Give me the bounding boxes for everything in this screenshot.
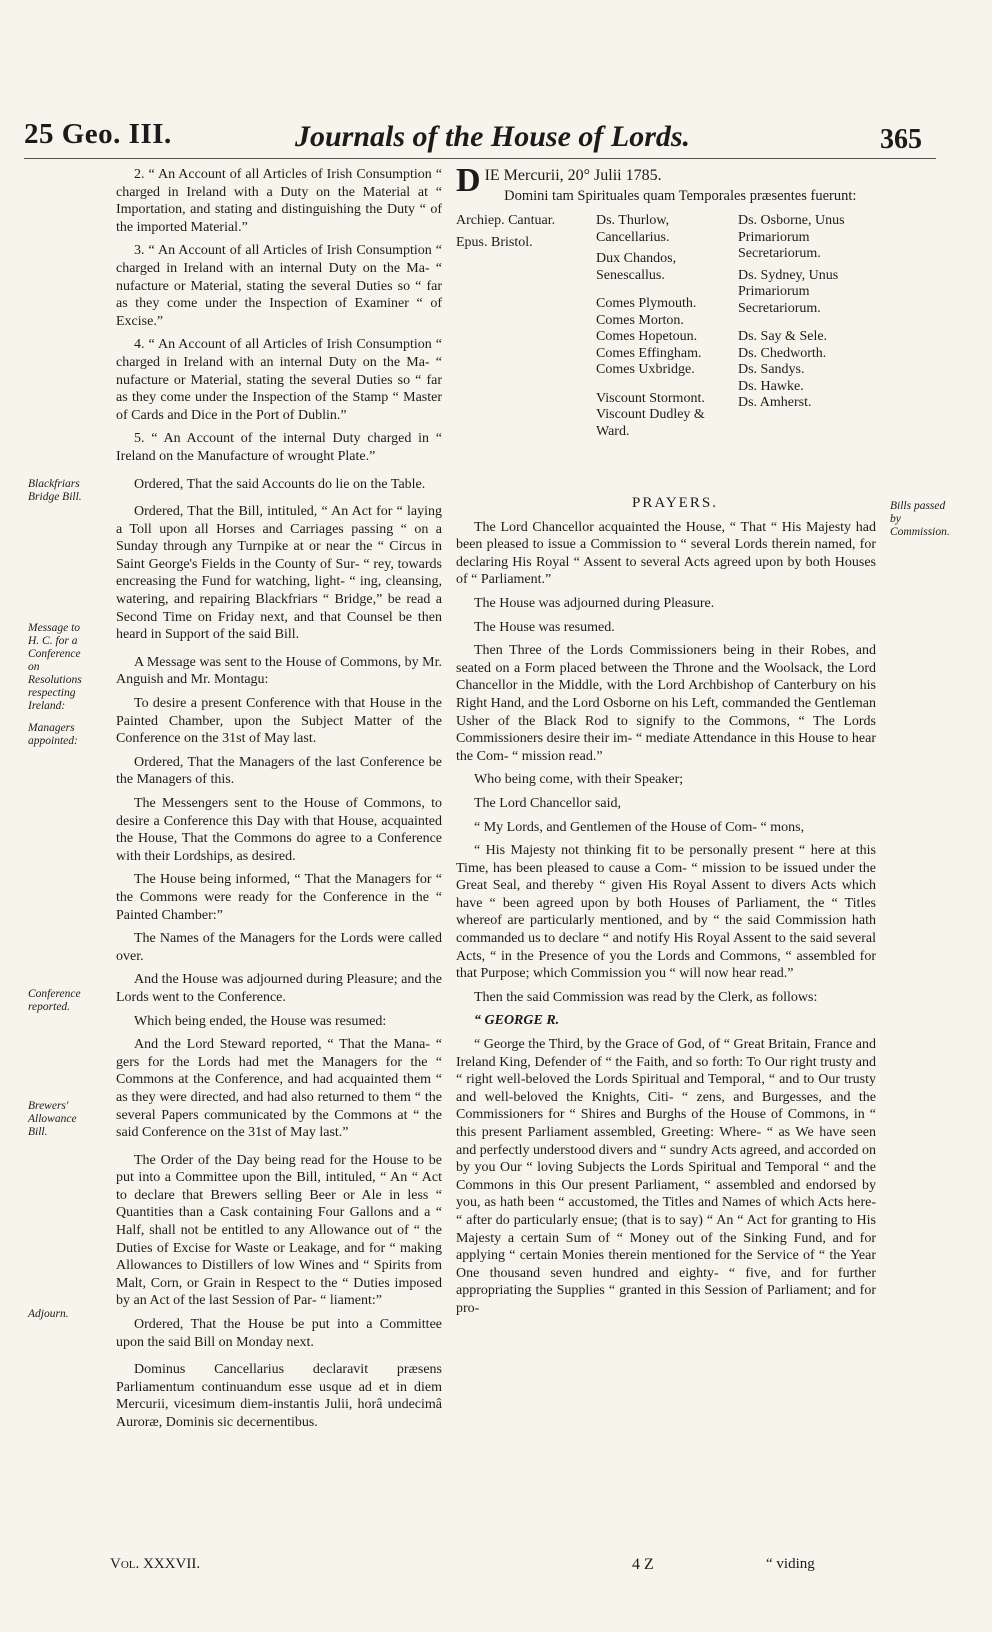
page-number: 365 bbox=[880, 124, 922, 155]
paragraph: “ My Lords, and Gentlemen of the House of Com‑ “ mons, bbox=[474, 819, 805, 835]
lords-present-heading: Domini tam Spirituales quam Temporales præsentes fuerunt: bbox=[504, 188, 857, 204]
date-text: IE Mercurii, 20° Julii 1785. bbox=[484, 167, 662, 184]
lord-name: Epus. Bristol. bbox=[456, 234, 533, 250]
paragraph: A Message was sent to the House of Commons, by Mr. Anguish and Mr. Montagu: bbox=[116, 654, 442, 688]
right-column bbox=[456, 162, 876, 1324]
paragraph: The House being informed, “ That the Managers for “ the Commons were ready for the Conference in the “ Painted Chamber:” bbox=[116, 872, 442, 923]
lord-name: Archiep. Cantuar. bbox=[456, 213, 556, 228]
lords-temporal-1 bbox=[596, 213, 736, 440]
paragraph: The Order of the Day being read for the House to be put into a Committee upon the Bill, intituled, “ An “ Act to declare that Brewers selling Beer or Ale in less “ Quantities than a Cask containing Four Gallons and a “ Half, shall not be entitled to any Allowance out of “ the Duties of Excise for Waste or Leakage, and for “ making Allowances to Distillers of low Wines and “ Spirits from Malt, Corn, or Grain in Respect to the “ Duties imposed by an Act of the last Session of Par‑ “ liament:” bbox=[116, 1152, 442, 1309]
journal-title: Journals of the House of Lords. bbox=[295, 120, 691, 153]
prayers-heading: PRAYERS. bbox=[632, 495, 718, 511]
paragraph: 3. “ An Account of all Articles of Irish Consumption “ charged in Ireland with an internal Duty on the Ma‑ “ nufacture or Material, stating the several Duties so “ far as they come under the Inspection of Examiner “ of Excise.” bbox=[116, 243, 442, 329]
lord-name: Comes Hopetoun. bbox=[596, 329, 698, 344]
paragraph: Which being ended, the House was resumed: bbox=[134, 1013, 387, 1029]
page-header bbox=[0, 118, 992, 162]
paragraph: Ordered, That the House be put into a Committee upon the said Bill on Monday next. bbox=[116, 1317, 442, 1350]
paragraph: Who being come, with their Speaker; bbox=[474, 772, 684, 788]
margin-note: Brewers' Allowance Bill. bbox=[28, 1100, 77, 1138]
lord-name: Ds. Sandys. bbox=[738, 362, 805, 377]
paragraph: The Messengers sent to the House of Commons, to desire a Conference this Day with that House, acquainted the House, That the Commons do agree to a Conference with their Lordships, as desired. bbox=[116, 796, 442, 864]
lords-temporal-2 bbox=[738, 213, 876, 412]
paragraph: Ordered, That the Bill, intituled, “ An Act for “ laying a Toll upon all Horses and Carriages passing “ on a Sunday through any Turnpike at or near the “ Circus in Saint George's Fields in the County of Sur‑ “ rey, towards encreasing the Fund for watching, light‑ “ ing, cleansing, watering, and repairing Blackfriars “ Bridge,” be read a Second Time on Friday next, and that Counsel be then heard in Support of the said Bill. bbox=[116, 504, 442, 643]
margin-note: Message to H. C. for a Conference on Resolutions respecting Ireland: bbox=[28, 622, 82, 712]
paragraph: And the Lord Steward reported, “ That the Mana‑ “ gers for the Lords had met the Managers for the “ Commons at the Conference, and had acquainted them “ as they were directed, and had also returned to them “ the several Papers communicated by the Commons at “ the said Conference on the 31st of May last.” bbox=[116, 1037, 442, 1141]
left-column bbox=[116, 166, 442, 1438]
lord-name: Ds. Say & Sele. bbox=[738, 329, 828, 344]
lord-name: Comes Morton. bbox=[596, 312, 684, 328]
paragraph: Then Three of the Lords Commissioners being in their Robes, and seated on a Form placed between the Throne and the Woolsack, the Lord Chancellor in the Middle, with the Lord Archbishop of Canterbury on his Right Hand, and the Lord Osborne on his Left, commanded the Gentleman Usher of the Black Rod to signify to the Commons, “ The Lords Commissioners desire their im‑ “ mediate Attendance in this House to hear the Com‑ “ mission read.” bbox=[456, 643, 876, 764]
drop-capital: D bbox=[456, 162, 481, 199]
paragraph: Dominus Cancellarius declaravit præsens Parliamentum continuandum esse usque ad et in diem Mercurii, vicesimum diem-instantis Julii, horâ undecimâ Auroræ, Dominis sic decernentibus. bbox=[116, 1362, 442, 1430]
lord-name: Comes Effingham. bbox=[596, 345, 702, 361]
paragraph: Then the said Commission was read by the Clerk, as follows: bbox=[474, 989, 818, 1005]
lord-name: Dux Chandos, Senescallus. bbox=[596, 251, 677, 283]
lords-spiritual bbox=[456, 213, 576, 256]
lord-name: Comes Uxbridge. bbox=[596, 362, 695, 377]
volume-number: Vol. XXXVII. bbox=[110, 1556, 201, 1572]
paragraph: Ordered, That the said Accounts do lie on the Table. bbox=[134, 476, 426, 492]
paragraph: 5. “ An Account of the internal Duty charged in “ Ireland on the Manufacture of wrought Plate.” bbox=[116, 431, 442, 464]
paragraph: The Lord Chancellor said, bbox=[474, 795, 621, 811]
paragraph: And the House was adjourned during Pleasure; and the Lords went to the Conference. bbox=[116, 972, 442, 1005]
paragraph: 4. “ An Account of all Articles of Irish Consumption “ charged in Ireland with an internal Duty on the Ma‑ “ nufacture or Material, stating the several Duties so “ far as they come under the Inspection of the Stamp “ Master of Cards and Dice in the Port of Dublin.” bbox=[116, 337, 442, 423]
lords-present-list bbox=[456, 213, 876, 495]
paragraph: “ George the Third, by the Grace of God, of “ Great Britain, France and Ireland King, Defender of “ the Faith, and so forth: To Our right trusty and “ right well-beloved the Lords Spiritual and Temporal, “ and to Our trusty and well-beloved the Knights, Citi‑ “ zens, and Burgesses, and the Commissioners for “ Shires and Burghs of the House of Commons, in “ this present Parliament assembled, Greeting: Where‑ “ as We have seen and perfectly understood divers and “ sundry Acts agreed, and accorded on by you Our “ loving Subjects the Lords Spiritual and Temporal “ and the Commons in this Our present Parliament, “ assembled and endorsed by you, as hath been “ accustomed, the Titles and Names of which Acts here‑ “ after do particularly ensue; (that is to say) “ An “ Act for granting to His Majesty a certain Sum of “ Money out of the Sinking Fund, and for applying “ certain Monies therein mentioned for the Service of “ the Year One thousand seven hundred and eighty‑ “ five, and for further appropriating the Supplies “ granted in this Session of Parliament; and for pro‑ bbox=[456, 1037, 876, 1316]
lord-name: Ds. Sydney, Unus Primariorum Secretariorum. bbox=[738, 267, 839, 316]
commission-heading: “ GEORGE R. bbox=[474, 1013, 560, 1029]
lord-name: Ds. Osborne, Unus Primariorum Secretariorum. bbox=[738, 213, 845, 261]
paragraph: “ His Majesty not thinking fit to be personally present “ here at this Time, has been pleased to cause a Com‑ “ mission to be issued under the Great Seal, and thereby “ given His Royal Assent to divers Acts which have “ been agreed upon by both Houses of Parliament, the “ Titles whereof are particularly mentioned, and by “ the said Commission hath commanded us to declare “ and notify His Royal Assent to the said several Acts, “ in the Presence of you the Lords and Commons, “ assembled for that Purpose; which Commission you “ will now hear read.” bbox=[456, 843, 876, 982]
margin-note: Adjourn. bbox=[28, 1308, 69, 1320]
margin-note: Blackfriars Bridge Bill. bbox=[28, 478, 82, 503]
lord-name: Viscount Stormont. bbox=[596, 390, 705, 406]
paragraph: The House was resumed. bbox=[474, 619, 615, 635]
lord-name: Ds. Amherst. bbox=[738, 395, 812, 410]
margin-note: Conference reported. bbox=[28, 988, 81, 1013]
lord-name: Ds. Hawke. bbox=[738, 378, 804, 394]
margin-note: Managers appointed: bbox=[28, 722, 78, 747]
paragraph: The Names of the Managers for the Lords were called over. bbox=[116, 931, 442, 964]
margin-note-right: Bills passed by Commission. bbox=[890, 500, 950, 538]
regnal-year: 25 Geo. III. bbox=[24, 118, 172, 150]
paragraph: The House was adjourned during Pleasure. bbox=[474, 595, 715, 611]
paragraph: To desire a present Conference with that House in the Painted Chamber, upon the Subject Matter of the Conference on the 31st of May last. bbox=[116, 696, 442, 747]
header-rule bbox=[24, 158, 936, 159]
signature-mark: 4 Z bbox=[632, 1556, 654, 1573]
lord-name: Ds. Thurlow, Cancellarius. bbox=[596, 213, 670, 245]
paragraph: Ordered, That the Managers of the last Conference be the Managers of this. bbox=[116, 754, 442, 788]
lord-name: Ds. Chedworth. bbox=[738, 345, 827, 361]
paragraph: The Lord Chancellor acquainted the House, “ That “ His Majesty had been pleased to issue a Commission to “ several Lords therein named, for declaring His Royal “ Assent to several Acts agreed upon by both Houses of “ Parliament.” bbox=[456, 519, 876, 588]
lord-name: Comes Plymouth. bbox=[596, 296, 697, 311]
catchword: “ viding bbox=[766, 1556, 815, 1572]
paragraph: 2. “ An Account of all Articles of Irish Consumption “ charged in Ireland with a Duty on the Material at “ Importation, and stating and distinguishing the Duty “ of the imported Material.” bbox=[116, 167, 442, 235]
lord-name: Viscount Dudley & Ward. bbox=[596, 407, 705, 439]
